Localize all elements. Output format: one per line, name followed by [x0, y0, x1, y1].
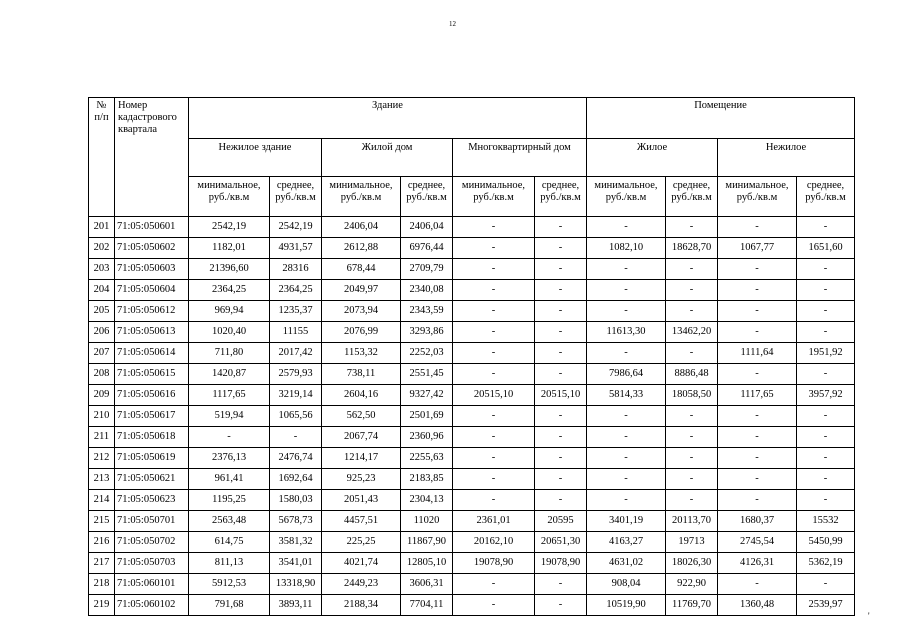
value-cell: - — [797, 469, 855, 490]
value-cell: 925,23 — [322, 469, 401, 490]
value-cell: - — [666, 259, 718, 280]
row-number-cell: 201 — [89, 217, 115, 238]
table-row — [89, 343, 855, 364]
value-cell: - — [666, 469, 718, 490]
value-cell: 3219,14 — [270, 385, 322, 406]
value-cell: - — [535, 427, 587, 448]
value-cell: 3541,01 — [270, 553, 322, 574]
row-number-cell: 203 — [89, 259, 115, 280]
value-cell: 20162,10 — [453, 532, 535, 553]
value-cell: 7704,11 — [401, 595, 453, 616]
value-cell: - — [453, 595, 535, 616]
value-cell: 19078,90 — [453, 553, 535, 574]
value-cell: 15532 — [797, 511, 855, 532]
value-cell: - — [535, 406, 587, 427]
value-cell: 12805,10 — [401, 553, 453, 574]
row-number-cell: 205 — [89, 301, 115, 322]
value-cell: - — [797, 217, 855, 238]
value-cell: - — [587, 448, 666, 469]
header-unit-avg: среднее, руб./кв.м — [666, 177, 718, 217]
value-cell: 20651,30 — [535, 532, 587, 553]
value-cell: 13462,20 — [666, 322, 718, 343]
value-cell: 614,75 — [189, 532, 270, 553]
value-cell: 18058,50 — [666, 385, 718, 406]
value-cell: - — [453, 238, 535, 259]
header-unit-avg: среднее, руб./кв.м — [401, 177, 453, 217]
value-cell: 2364,25 — [189, 280, 270, 301]
cadastral-number-cell: 71:05:050612 — [115, 301, 189, 322]
value-cell: - — [587, 490, 666, 511]
value-cell: 2252,03 — [401, 343, 453, 364]
row-number-cell: 213 — [89, 469, 115, 490]
row-number-cell: 211 — [89, 427, 115, 448]
value-cell: - — [453, 217, 535, 238]
value-cell: 811,13 — [189, 553, 270, 574]
value-cell: - — [797, 322, 855, 343]
value-cell: - — [535, 217, 587, 238]
value-cell: 2539,97 — [797, 595, 855, 616]
value-cell: 1117,65 — [189, 385, 270, 406]
value-cell: - — [453, 490, 535, 511]
value-cell: 519,94 — [189, 406, 270, 427]
value-cell: 4457,51 — [322, 511, 401, 532]
corner-mark: ' — [868, 611, 870, 621]
value-cell: - — [587, 469, 666, 490]
value-cell: - — [453, 322, 535, 343]
value-cell: - — [535, 490, 587, 511]
value-cell: - — [453, 427, 535, 448]
table-row — [89, 322, 855, 343]
cadastral-number-cell: 71:05:060102 — [115, 595, 189, 616]
value-cell: 1117,65 — [718, 385, 797, 406]
cadastral-number-cell: 71:05:060101 — [115, 574, 189, 595]
value-cell: - — [666, 427, 718, 448]
table-row — [89, 595, 855, 616]
value-cell: 5362,19 — [797, 553, 855, 574]
value-cell: 1067,77 — [718, 238, 797, 259]
value-cell: - — [535, 448, 587, 469]
value-cell: - — [453, 574, 535, 595]
value-cell: 18628,70 — [666, 238, 718, 259]
value-cell: - — [453, 280, 535, 301]
cadastral-number-cell: 71:05:050619 — [115, 448, 189, 469]
value-cell: 2255,63 — [401, 448, 453, 469]
value-cell: 20595 — [535, 511, 587, 532]
value-cell: 9327,42 — [401, 385, 453, 406]
value-cell: 2542,19 — [270, 217, 322, 238]
header-unit-min: минимальное, руб./кв.м — [189, 177, 270, 217]
table-body — [89, 217, 855, 616]
cadastral-number-cell: 71:05:050613 — [115, 322, 189, 343]
value-cell: 1692,64 — [270, 469, 322, 490]
value-cell: - — [587, 343, 666, 364]
table-row — [89, 574, 855, 595]
value-cell: 11867,90 — [401, 532, 453, 553]
row-number-cell: 209 — [89, 385, 115, 406]
header-residential-premises: Жилое — [587, 139, 718, 177]
value-cell: 2449,23 — [322, 574, 401, 595]
value-cell: 3401,19 — [587, 511, 666, 532]
row-number-cell: 214 — [89, 490, 115, 511]
value-cell: - — [666, 217, 718, 238]
value-cell: - — [718, 490, 797, 511]
cadastral-value-table — [88, 97, 855, 616]
value-cell: 2340,08 — [401, 280, 453, 301]
header-unit-avg: среднее, руб./кв.м — [535, 177, 587, 217]
value-cell: 2183,85 — [401, 469, 453, 490]
value-cell: - — [189, 427, 270, 448]
value-cell: - — [718, 364, 797, 385]
value-cell: 2188,34 — [322, 595, 401, 616]
value-cell: - — [535, 238, 587, 259]
value-cell: 20515,10 — [535, 385, 587, 406]
header-unit-min: минимальное, руб./кв.м — [587, 177, 666, 217]
table-row — [89, 490, 855, 511]
value-cell: - — [453, 406, 535, 427]
value-cell: 908,04 — [587, 574, 666, 595]
value-cell: - — [797, 574, 855, 595]
value-cell: 2551,45 — [401, 364, 453, 385]
table-row — [89, 217, 855, 238]
row-number-cell: 207 — [89, 343, 115, 364]
value-cell: 2067,74 — [322, 427, 401, 448]
value-cell: 18026,30 — [666, 553, 718, 574]
value-cell: 2364,25 — [270, 280, 322, 301]
value-cell: - — [535, 280, 587, 301]
value-cell: 1182,01 — [189, 238, 270, 259]
value-cell: 2304,13 — [401, 490, 453, 511]
cadastral-number-cell: 71:05:050603 — [115, 259, 189, 280]
value-cell: 3293,86 — [401, 322, 453, 343]
value-cell: 11613,30 — [587, 322, 666, 343]
value-cell: 2406,04 — [322, 217, 401, 238]
header-residential-house: Жилой дом — [322, 139, 453, 177]
header-cadastral-quarter: Номер кадастрового квартала — [115, 98, 189, 217]
row-number-cell: 218 — [89, 574, 115, 595]
value-cell: 1360,48 — [718, 595, 797, 616]
value-cell: - — [797, 490, 855, 511]
value-cell: 2579,93 — [270, 364, 322, 385]
value-cell: - — [797, 427, 855, 448]
value-cell: 1111,64 — [718, 343, 797, 364]
value-cell: 4631,02 — [587, 553, 666, 574]
value-cell: - — [718, 301, 797, 322]
value-cell: 7986,64 — [587, 364, 666, 385]
header-group-building: Здание — [189, 98, 587, 139]
value-cell: - — [453, 448, 535, 469]
value-cell: - — [535, 595, 587, 616]
row-number-cell: 212 — [89, 448, 115, 469]
value-cell: 4931,57 — [270, 238, 322, 259]
header-apartment-building: Многоквартирный дом — [453, 139, 587, 177]
table-row — [89, 553, 855, 574]
value-cell: - — [718, 322, 797, 343]
row-number-cell: 219 — [89, 595, 115, 616]
page-number: 12 — [449, 20, 456, 28]
value-cell: - — [535, 469, 587, 490]
value-cell: 2612,88 — [322, 238, 401, 259]
cadastral-number-cell: 71:05:050601 — [115, 217, 189, 238]
row-number-cell: 208 — [89, 364, 115, 385]
value-cell: 2017,42 — [270, 343, 322, 364]
value-cell: 738,11 — [322, 364, 401, 385]
header-unit-min: минимальное, руб./кв.м — [718, 177, 797, 217]
header-nonresidential-premises: Нежилое — [718, 139, 855, 177]
header-nonresidential-building: Нежилое здание — [189, 139, 322, 177]
value-cell: - — [453, 364, 535, 385]
value-cell: 1235,37 — [270, 301, 322, 322]
header-group-premises: Помещение — [587, 98, 855, 139]
value-cell: 1065,56 — [270, 406, 322, 427]
value-cell: 3893,11 — [270, 595, 322, 616]
value-cell: - — [718, 448, 797, 469]
value-cell: 1580,03 — [270, 490, 322, 511]
value-cell: 791,68 — [189, 595, 270, 616]
value-cell: 562,50 — [322, 406, 401, 427]
value-cell: - — [718, 280, 797, 301]
value-cell: - — [797, 364, 855, 385]
value-cell: - — [587, 301, 666, 322]
value-cell: 3957,92 — [797, 385, 855, 406]
value-cell: - — [587, 427, 666, 448]
value-cell: - — [666, 406, 718, 427]
value-cell: 21396,60 — [189, 259, 270, 280]
value-cell: 961,41 — [189, 469, 270, 490]
table-row — [89, 511, 855, 532]
value-cell: 2376,13 — [189, 448, 270, 469]
value-cell: - — [453, 343, 535, 364]
value-cell: 922,90 — [666, 574, 718, 595]
value-cell: 2745,54 — [718, 532, 797, 553]
value-cell: 1680,37 — [718, 511, 797, 532]
cadastral-number-cell: 71:05:050617 — [115, 406, 189, 427]
table-row — [89, 385, 855, 406]
value-cell: - — [718, 427, 797, 448]
value-cell: 1153,32 — [322, 343, 401, 364]
value-cell: 1082,10 — [587, 238, 666, 259]
value-cell: 3606,31 — [401, 574, 453, 595]
row-number-cell: 216 — [89, 532, 115, 553]
value-cell: - — [535, 343, 587, 364]
value-cell: - — [535, 322, 587, 343]
value-cell: 2361,01 — [453, 511, 535, 532]
value-cell: 2360,96 — [401, 427, 453, 448]
value-cell: 2542,19 — [189, 217, 270, 238]
cadastral-number-cell: 71:05:050614 — [115, 343, 189, 364]
row-number-cell: 215 — [89, 511, 115, 532]
table-row — [89, 364, 855, 385]
value-cell: 2343,59 — [401, 301, 453, 322]
value-cell: 20113,70 — [666, 511, 718, 532]
value-cell: 5814,33 — [587, 385, 666, 406]
value-cell: 11155 — [270, 322, 322, 343]
value-cell: - — [666, 448, 718, 469]
value-cell: 20515,10 — [453, 385, 535, 406]
value-cell: 3581,32 — [270, 532, 322, 553]
cadastral-number-cell: 71:05:050702 — [115, 532, 189, 553]
table-row — [89, 427, 855, 448]
value-cell: 2073,94 — [322, 301, 401, 322]
value-cell: 1420,87 — [189, 364, 270, 385]
value-cell: 28316 — [270, 259, 322, 280]
value-cell: 1214,17 — [322, 448, 401, 469]
value-cell: - — [666, 301, 718, 322]
row-number-cell: 202 — [89, 238, 115, 259]
value-cell: - — [797, 406, 855, 427]
row-number-cell: 206 — [89, 322, 115, 343]
cadastral-number-cell: 71:05:050616 — [115, 385, 189, 406]
cadastral-number-cell: 71:05:050703 — [115, 553, 189, 574]
value-cell: - — [718, 217, 797, 238]
header-unit-avg: среднее, руб./кв.м — [797, 177, 855, 217]
value-cell: - — [535, 364, 587, 385]
header-unit-min: минимальное, руб./кв.м — [453, 177, 535, 217]
row-number-cell: 204 — [89, 280, 115, 301]
table-row — [89, 469, 855, 490]
value-cell: - — [535, 574, 587, 595]
value-cell: - — [587, 280, 666, 301]
value-cell: 4021,74 — [322, 553, 401, 574]
value-cell: 19713 — [666, 532, 718, 553]
value-cell: 8886,48 — [666, 364, 718, 385]
value-cell: 4126,31 — [718, 553, 797, 574]
value-cell: 2709,79 — [401, 259, 453, 280]
value-cell: 13318,90 — [270, 574, 322, 595]
table-row — [89, 448, 855, 469]
value-cell: 2501,69 — [401, 406, 453, 427]
value-cell: 2563,48 — [189, 511, 270, 532]
value-cell: - — [797, 259, 855, 280]
cadastral-number-cell: 71:05:050701 — [115, 511, 189, 532]
value-cell: 1020,40 — [189, 322, 270, 343]
header-unit-avg: среднее, руб./кв.м — [270, 177, 322, 217]
row-number-cell: 210 — [89, 406, 115, 427]
value-cell: - — [797, 280, 855, 301]
value-cell: - — [535, 301, 587, 322]
value-cell: 11020 — [401, 511, 453, 532]
value-cell: 1951,92 — [797, 343, 855, 364]
header-row-number: № п/п — [89, 98, 115, 217]
value-cell: 2604,16 — [322, 385, 401, 406]
cadastral-number-cell: 71:05:050623 — [115, 490, 189, 511]
value-cell: 2051,43 — [322, 490, 401, 511]
value-cell: 2476,74 — [270, 448, 322, 469]
value-cell: 11769,70 — [666, 595, 718, 616]
cadastral-number-cell: 71:05:050618 — [115, 427, 189, 448]
value-cell: - — [535, 259, 587, 280]
table-row — [89, 259, 855, 280]
table-row — [89, 406, 855, 427]
cadastral-number-cell: 71:05:050604 — [115, 280, 189, 301]
value-cell: - — [587, 259, 666, 280]
value-cell: 2406,04 — [401, 217, 453, 238]
value-cell: 19078,90 — [535, 553, 587, 574]
value-cell: 5450,99 — [797, 532, 855, 553]
value-cell: - — [718, 574, 797, 595]
value-cell: - — [718, 259, 797, 280]
header-unit-min: минимальное, руб./кв.м — [322, 177, 401, 217]
value-cell: - — [666, 280, 718, 301]
value-cell: - — [270, 427, 322, 448]
value-cell: - — [666, 343, 718, 364]
value-cell: - — [666, 490, 718, 511]
value-cell: 6976,44 — [401, 238, 453, 259]
value-cell: 225,25 — [322, 532, 401, 553]
value-cell: 10519,90 — [587, 595, 666, 616]
row-number-cell: 217 — [89, 553, 115, 574]
value-cell: 2076,99 — [322, 322, 401, 343]
cadastral-number-cell: 71:05:050621 — [115, 469, 189, 490]
value-cell: - — [453, 469, 535, 490]
value-cell: - — [453, 301, 535, 322]
cadastral-number-cell: 71:05:050615 — [115, 364, 189, 385]
value-cell: 1651,60 — [797, 238, 855, 259]
value-cell: 4163,27 — [587, 532, 666, 553]
value-cell: 2049,97 — [322, 280, 401, 301]
value-cell: - — [797, 301, 855, 322]
cadastral-number-cell: 71:05:050602 — [115, 238, 189, 259]
value-cell: - — [587, 406, 666, 427]
table-row — [89, 280, 855, 301]
value-cell: 678,44 — [322, 259, 401, 280]
table-row — [89, 238, 855, 259]
table-row — [89, 532, 855, 553]
value-cell: 5678,73 — [270, 511, 322, 532]
table-header — [89, 98, 855, 217]
value-cell: 711,80 — [189, 343, 270, 364]
value-cell: 1195,25 — [189, 490, 270, 511]
value-cell: - — [453, 259, 535, 280]
value-cell: 5912,53 — [189, 574, 270, 595]
value-cell: 969,94 — [189, 301, 270, 322]
value-cell: - — [718, 469, 797, 490]
value-cell: - — [797, 448, 855, 469]
table-row — [89, 301, 855, 322]
value-cell: - — [587, 217, 666, 238]
value-cell: - — [718, 406, 797, 427]
